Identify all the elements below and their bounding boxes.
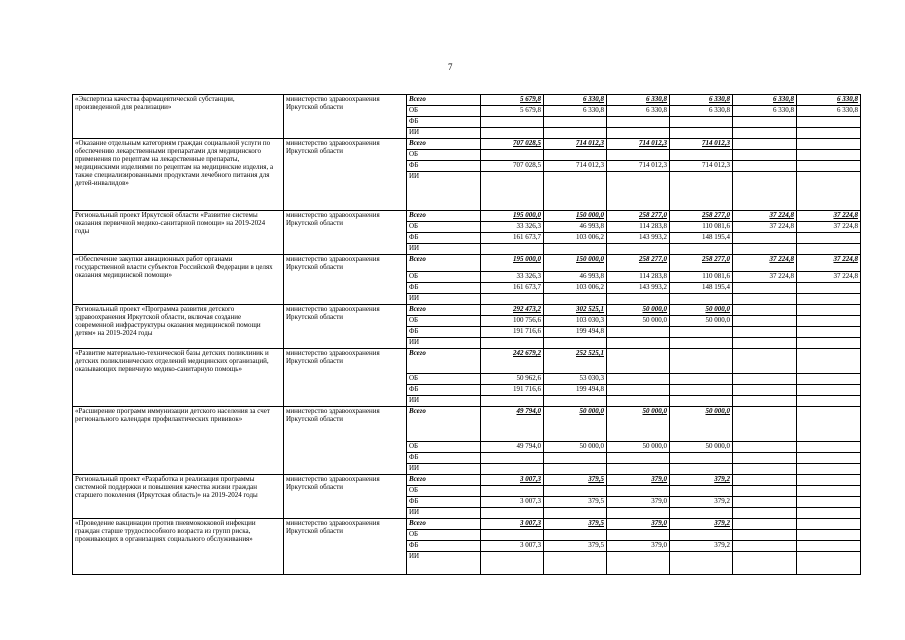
amount-cell: 49 794,0 [481, 407, 544, 442]
amount-cell: 258 277,0 [607, 255, 670, 272]
amount-cell: 6 330,8 [607, 106, 670, 117]
amount-cell: 714 012,3 [607, 161, 670, 172]
amount-cell: 103 030,3 [544, 316, 607, 327]
funding-source: ИИ [407, 128, 481, 139]
program-name: Региональный проект «Разработка и реализация программы системной поддержки и повышения качества жизни граждан старшего поколения (Иркутская область)» на 2019-2024 годы [73, 475, 284, 519]
funding-source: ФБ [407, 541, 481, 552]
amount-cell: 379,0 [607, 519, 670, 530]
amount-cell: 707 028,5 [481, 139, 544, 150]
amount-cell: 161 673,7 [481, 233, 544, 244]
amount-cell [607, 453, 670, 464]
amount-cell: 3 007,3 [481, 519, 544, 530]
amount-cell [670, 117, 733, 128]
responsible-executor: министерство здравоохранения Иркутской области [284, 139, 407, 211]
funding-source: ОБ [407, 106, 481, 117]
program-name: «Экспертиза качества фармацевтической субстанции, произведенной для реализации» [73, 95, 284, 139]
amount-cell: 195 000,0 [481, 255, 544, 272]
amount-cell: 150 000,0 [544, 255, 607, 272]
funding-source: ФБ [407, 161, 481, 172]
funding-source: ФБ [407, 497, 481, 508]
amount-cell: 49 794,0 [481, 442, 544, 453]
amount-cell [670, 552, 733, 575]
amount-cell [733, 407, 797, 442]
table-row [73, 139, 861, 150]
amount-cell [544, 552, 607, 575]
amount-cell [670, 486, 733, 497]
amount-cell [733, 374, 797, 385]
amount-cell [797, 172, 861, 211]
amount-cell [481, 396, 544, 407]
amount-cell [733, 385, 797, 396]
amount-cell [544, 128, 607, 139]
amount-cell [607, 508, 670, 519]
amount-cell [670, 530, 733, 541]
amount-cell [481, 338, 544, 349]
amount-cell [607, 396, 670, 407]
amount-cell: 302 525,1 [544, 305, 607, 316]
amount-cell [544, 508, 607, 519]
amount-cell [733, 541, 797, 552]
amount-cell [607, 552, 670, 575]
amount-cell [797, 407, 861, 442]
funding-source: ОБ [407, 442, 481, 453]
amount-cell [544, 338, 607, 349]
amount-cell: 258 277,0 [670, 211, 733, 222]
amount-cell: 199 494,8 [544, 385, 607, 396]
amount-cell [797, 385, 861, 396]
amount-cell [733, 486, 797, 497]
amount-cell [733, 338, 797, 349]
amount-cell [481, 552, 544, 575]
funding-source: Всего [407, 475, 481, 486]
amount-cell: 50 000,0 [607, 407, 670, 442]
amount-cell [733, 294, 797, 305]
amount-cell [797, 117, 861, 128]
program-name: Региональный проект Иркутской области «Развитие системы оказания первичной медико-санитарной помощи» на 2019-2024 годы [73, 211, 284, 255]
amount-cell [544, 244, 607, 255]
amount-cell [797, 475, 861, 486]
amount-cell [797, 349, 861, 374]
page-number: 7 [448, 62, 453, 72]
amount-cell [670, 396, 733, 407]
funding-source: Всего [407, 519, 481, 530]
amount-cell [670, 294, 733, 305]
amount-cell [544, 172, 607, 211]
amount-cell [481, 150, 544, 161]
amount-cell [481, 294, 544, 305]
amount-cell [797, 294, 861, 305]
amount-cell [544, 117, 607, 128]
amount-cell: 379,5 [544, 497, 607, 508]
funding-source: ОБ [407, 222, 481, 233]
amount-cell [797, 316, 861, 327]
amount-cell [670, 464, 733, 475]
funding-source: ИИ [407, 464, 481, 475]
funding-source: ОБ [407, 530, 481, 541]
amount-cell: 33 326,3 [481, 272, 544, 283]
amount-cell: 258 277,0 [607, 211, 670, 222]
amount-cell: 714 012,3 [670, 161, 733, 172]
amount-cell: 150 000,0 [544, 211, 607, 222]
amount-cell: 37 224,8 [733, 222, 797, 233]
amount-cell [733, 244, 797, 255]
funding-source: ИИ [407, 552, 481, 575]
amount-cell [797, 497, 861, 508]
amount-cell [481, 530, 544, 541]
amount-cell: 3 007,3 [481, 541, 544, 552]
table-row [73, 211, 861, 222]
amount-cell [797, 305, 861, 316]
program-name: «Проведение вакцинации против пневмококковой инфекции граждан старше трудоспособного возраста из групп риска, проживающих в организациях социального обслуживания» [73, 519, 284, 575]
funding-source: ОБ [407, 272, 481, 283]
amount-cell [607, 128, 670, 139]
amount-cell [544, 453, 607, 464]
funding-source: ФБ [407, 233, 481, 244]
amount-cell: 6 330,8 [670, 95, 733, 106]
amount-cell [670, 338, 733, 349]
funding-source: ФБ [407, 453, 481, 464]
responsible-executor: министерство здравоохранения Иркутской области [284, 519, 407, 575]
amount-cell [607, 150, 670, 161]
amount-cell [733, 139, 797, 150]
amount-cell: 50 000,0 [607, 305, 670, 316]
program-name: «Расширение программ иммунизации детского населения за счет регионального календаря профилактических прививок» [73, 407, 284, 475]
amount-cell [544, 396, 607, 407]
amount-cell: 714 012,3 [544, 161, 607, 172]
amount-cell: 148 195,4 [670, 233, 733, 244]
amount-cell: 379,5 [544, 541, 607, 552]
amount-cell: 37 224,8 [797, 255, 861, 272]
amount-cell [607, 374, 670, 385]
amount-cell: 191 716,6 [481, 385, 544, 396]
amount-cell [797, 338, 861, 349]
responsible-executor: министерство здравоохранения Иркутской области [284, 475, 407, 519]
amount-cell: 50 000,0 [670, 407, 733, 442]
amount-cell: 161 673,7 [481, 283, 544, 294]
funding-source: ОБ [407, 316, 481, 327]
amount-cell: 379,5 [544, 475, 607, 486]
amount-cell [733, 150, 797, 161]
funding-source: ИИ [407, 294, 481, 305]
amount-cell: 50 000,0 [670, 316, 733, 327]
amount-cell [733, 283, 797, 294]
amount-cell: 379,2 [670, 541, 733, 552]
amount-cell [797, 508, 861, 519]
funding-source: ОБ [407, 486, 481, 497]
amount-cell [733, 128, 797, 139]
amount-cell: 46 993,8 [544, 272, 607, 283]
funding-source: ОБ [407, 150, 481, 161]
funding-source: ИИ [407, 338, 481, 349]
amount-cell: 6 330,8 [733, 95, 797, 106]
funding-source: ИИ [407, 508, 481, 519]
amount-cell: 714 012,3 [670, 139, 733, 150]
amount-cell [733, 161, 797, 172]
amount-cell [607, 349, 670, 374]
amount-cell [797, 327, 861, 338]
amount-cell [670, 244, 733, 255]
amount-cell: 110 081,6 [670, 222, 733, 233]
amount-cell: 37 224,8 [797, 211, 861, 222]
amount-cell: 50 000,0 [607, 316, 670, 327]
amount-cell: 6 330,8 [797, 106, 861, 117]
amount-cell [670, 453, 733, 464]
amount-cell: 199 494,8 [544, 327, 607, 338]
amount-cell: 258 277,0 [670, 255, 733, 272]
amount-cell [544, 530, 607, 541]
funding-source: Всего [407, 139, 481, 150]
amount-cell: 6 330,8 [670, 106, 733, 117]
amount-cell: 195 000,0 [481, 211, 544, 222]
amount-cell: 6 330,8 [607, 95, 670, 106]
amount-cell: 50 000,0 [670, 442, 733, 453]
amount-cell: 5 679,8 [481, 106, 544, 117]
amount-cell: 6 330,8 [544, 106, 607, 117]
amount-cell [481, 244, 544, 255]
amount-cell [797, 453, 861, 464]
amount-cell [797, 552, 861, 575]
amount-cell [607, 530, 670, 541]
amount-cell [733, 117, 797, 128]
amount-cell: 143 993,2 [607, 283, 670, 294]
amount-cell [733, 316, 797, 327]
amount-cell [670, 508, 733, 519]
amount-cell [670, 374, 733, 385]
amount-cell: 53 030,3 [544, 374, 607, 385]
amount-cell: 714 012,3 [607, 139, 670, 150]
amount-cell: 379,0 [607, 475, 670, 486]
amount-cell: 292 473,2 [481, 305, 544, 316]
amount-cell [607, 294, 670, 305]
responsible-executor: министерство здравоохранения Иркутской области [284, 211, 407, 255]
amount-cell: 33 326,3 [481, 222, 544, 233]
amount-cell [481, 508, 544, 519]
amount-cell [733, 442, 797, 453]
amount-cell: 379,0 [607, 541, 670, 552]
table-row [73, 407, 861, 442]
amount-cell [733, 327, 797, 338]
amount-cell: 379,0 [607, 497, 670, 508]
amount-cell: 37 224,8 [797, 272, 861, 283]
amount-cell [481, 128, 544, 139]
amount-cell [797, 396, 861, 407]
funding-source: ИИ [407, 172, 481, 211]
amount-cell [733, 453, 797, 464]
amount-cell [481, 453, 544, 464]
amount-cell [544, 150, 607, 161]
funding-source: Всего [407, 255, 481, 272]
amount-cell [733, 464, 797, 475]
responsible-executor: министерство здравоохранения Иркутской области [284, 95, 407, 139]
amount-cell: 103 006,2 [544, 283, 607, 294]
funding-source: Всего [407, 211, 481, 222]
amount-cell: 50 000,0 [670, 305, 733, 316]
amount-cell: 191 716,6 [481, 327, 544, 338]
amount-cell [607, 486, 670, 497]
funding-source: ИИ [407, 244, 481, 255]
amount-cell [670, 150, 733, 161]
amount-cell: 143 993,2 [607, 233, 670, 244]
amount-cell [733, 396, 797, 407]
budget-table [72, 94, 861, 575]
amount-cell: 379,5 [544, 519, 607, 530]
amount-cell: 100 756,6 [481, 316, 544, 327]
amount-cell [733, 305, 797, 316]
amount-cell [607, 117, 670, 128]
amount-cell [670, 385, 733, 396]
table-row [73, 519, 861, 530]
amount-cell [733, 530, 797, 541]
amount-cell: 3 007,3 [481, 475, 544, 486]
amount-cell [797, 519, 861, 530]
amount-cell: 379,2 [670, 519, 733, 530]
amount-cell: 6 330,8 [797, 95, 861, 106]
amount-cell [733, 508, 797, 519]
amount-cell: 707 028,5 [481, 161, 544, 172]
amount-cell [797, 442, 861, 453]
responsible-executor: министерство здравоохранения Иркутской области [284, 407, 407, 475]
amount-cell [733, 519, 797, 530]
amount-cell [733, 552, 797, 575]
amount-cell [670, 327, 733, 338]
amount-cell [481, 172, 544, 211]
amount-cell: 252 525,1 [544, 349, 607, 374]
amount-cell [797, 139, 861, 150]
amount-cell: 110 081,6 [670, 272, 733, 283]
amount-cell [797, 244, 861, 255]
table-row [73, 255, 861, 272]
amount-cell [733, 349, 797, 374]
amount-cell: 50 000,0 [544, 442, 607, 453]
amount-cell: 37 224,8 [733, 211, 797, 222]
amount-cell: 6 330,8 [544, 95, 607, 106]
amount-cell [544, 486, 607, 497]
amount-cell [544, 294, 607, 305]
amount-cell: 714 012,3 [544, 139, 607, 150]
amount-cell [733, 233, 797, 244]
amount-cell [670, 172, 733, 211]
responsible-executor: министерство здравоохранения Иркутской области [284, 255, 407, 305]
amount-cell [797, 233, 861, 244]
table-row [73, 305, 861, 316]
funding-source: ОБ [407, 374, 481, 385]
amount-cell [797, 128, 861, 139]
amount-cell: 148 195,4 [670, 283, 733, 294]
amount-cell [481, 464, 544, 475]
program-name: «Обеспечение закупки авиационных работ органами государственной власти субъектов Российской Федерации в целях оказания медицинской помощи» [73, 255, 284, 305]
amount-cell [797, 374, 861, 385]
amount-cell [607, 338, 670, 349]
amount-cell [607, 244, 670, 255]
funding-source: ИИ [407, 396, 481, 407]
amount-cell: 379,2 [670, 475, 733, 486]
amount-cell [797, 161, 861, 172]
amount-cell: 37 224,8 [733, 272, 797, 283]
amount-cell [797, 283, 861, 294]
amount-cell [797, 464, 861, 475]
amount-cell [797, 541, 861, 552]
amount-cell: 114 283,8 [607, 222, 670, 233]
amount-cell [481, 117, 544, 128]
amount-cell: 50 962,6 [481, 374, 544, 385]
amount-cell [607, 464, 670, 475]
amount-cell: 50 000,0 [544, 407, 607, 442]
amount-cell [670, 128, 733, 139]
amount-cell: 103 006,2 [544, 233, 607, 244]
program-name: «Развитие материально-технической базы детских поликлиник и детских поликлинических отделений медицинских организаций, оказывающих первичную медико-санитарную помощь» [73, 349, 284, 407]
funding-source: ФБ [407, 283, 481, 294]
amount-cell [670, 349, 733, 374]
funding-source: ФБ [407, 327, 481, 338]
amount-cell [733, 475, 797, 486]
amount-cell [607, 172, 670, 211]
funding-source: Всего [407, 407, 481, 442]
amount-cell: 379,2 [670, 497, 733, 508]
amount-cell: 5 679,8 [481, 95, 544, 106]
amount-cell [481, 486, 544, 497]
program-name: «Оказание отдельным категориям граждан социальной услуги по обеспечению лекарственными препаратами для медицинского применения по рецептам на лекарственные препараты, медицинскими изделиями по рецептам на медицинские изделия, а также специализированными продуктами лечебного питания для детей-инвалидов» [73, 139, 284, 211]
responsible-executor: министерство здравоохранения Иркутской области [284, 305, 407, 349]
amount-cell: 37 224,8 [733, 255, 797, 272]
amount-cell: 3 007,3 [481, 497, 544, 508]
amount-cell [797, 150, 861, 161]
table-row [73, 95, 861, 106]
funding-source: Всего [407, 349, 481, 374]
amount-cell: 37 224,8 [797, 222, 861, 233]
amount-cell [733, 172, 797, 211]
table-row [73, 349, 861, 374]
funding-source: Всего [407, 305, 481, 316]
funding-source: ФБ [407, 385, 481, 396]
amount-cell: 6 330,8 [733, 106, 797, 117]
amount-cell: 242 679,2 [481, 349, 544, 374]
amount-cell: 46 993,8 [544, 222, 607, 233]
program-name: Региональный проект «Программа развития детского здравоохранения Иркутской области, включая создание современной инфраструктуры оказания медицинской помощи детям» на 2019-2024 годы [73, 305, 284, 349]
responsible-executor: министерство здравоохранения Иркутской области [284, 349, 407, 407]
funding-source: ФБ [407, 117, 481, 128]
amount-cell: 50 000,0 [607, 442, 670, 453]
amount-cell [733, 497, 797, 508]
funding-source: Всего [407, 95, 481, 106]
table-row [73, 475, 861, 486]
amount-cell: 114 283,8 [607, 272, 670, 283]
amount-cell [797, 486, 861, 497]
amount-cell [797, 530, 861, 541]
amount-cell [607, 327, 670, 338]
amount-cell [544, 464, 607, 475]
amount-cell [607, 385, 670, 396]
